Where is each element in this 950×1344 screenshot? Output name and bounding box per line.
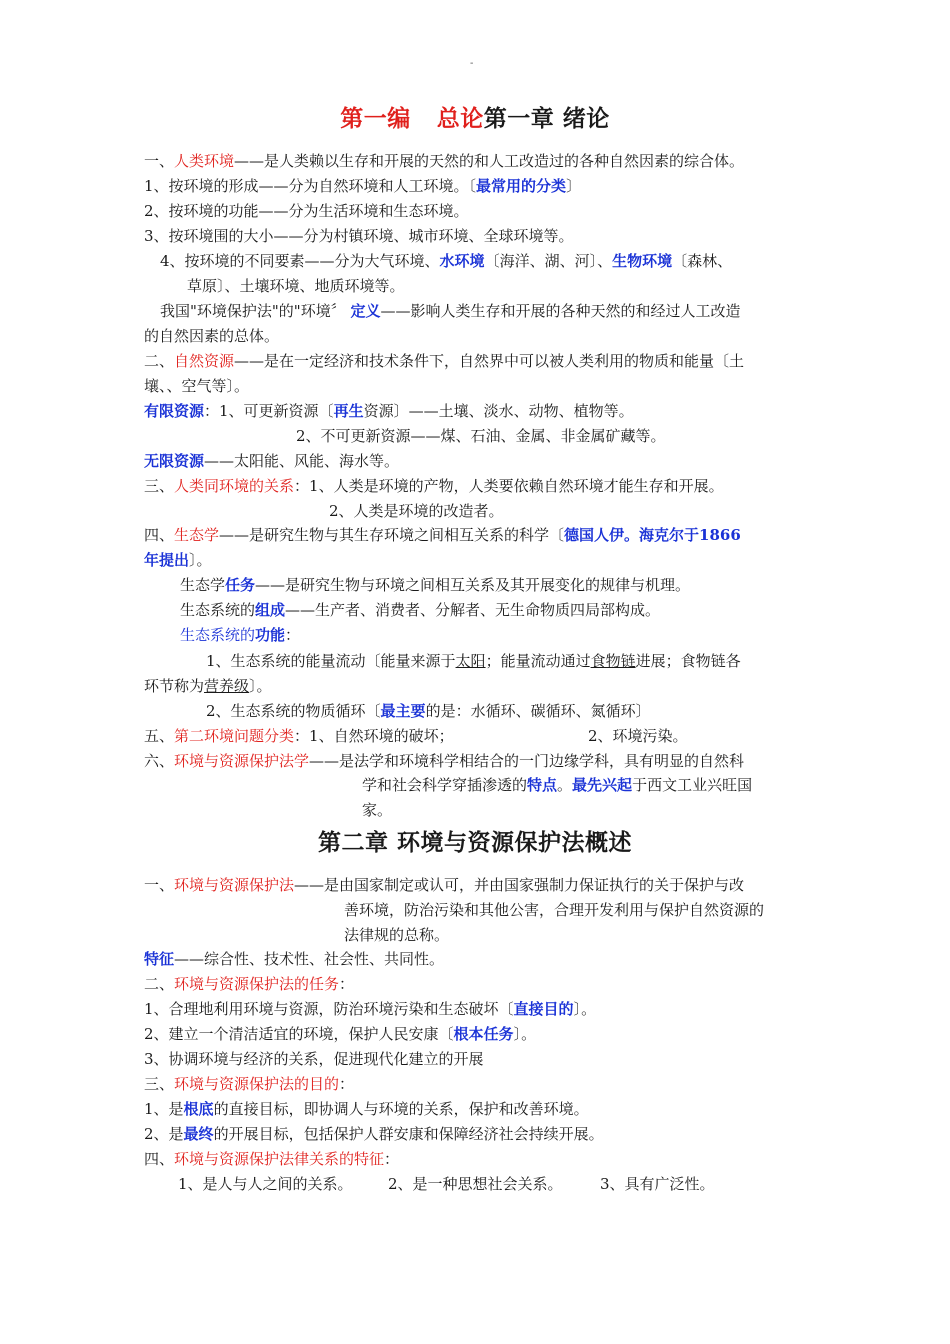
s4-task: 生态学任务——是研究生物与环境之间相互关系及其开展变化的规律与机理。 (180, 576, 691, 594)
s2-definition-cont: 壤、、空气等〕。 (144, 377, 250, 395)
c2s3-item-2: 2、是最终的开展目标，包括保护人群安康和保障经济社会持续开展。 (144, 1125, 604, 1143)
c2s3-heading: 三、环境与资源保护法的目的： (144, 1075, 355, 1093)
c2s1-definition: 一、环境与资源保护法——是由国家制定或认可，并由国家强制力保证执行的关于保护与改 (144, 876, 745, 894)
s1-item-1: 1、按环境的形成——分为自然环境和人工环境。〔最常用的分类〕 (144, 177, 582, 195)
part-subtitle: 总论 (436, 106, 484, 132)
c2s2-heading: 二、环境与资源保护法的任务： (144, 975, 355, 993)
s4-ecology: 四、生态学——是研究生物与其生存环境之间相互关系的科学〔德国人伊。海克尔于1866 (144, 526, 741, 544)
s6-law-science: 六、环境与资源保护法学——是法学和环境科学相结合的一门边缘学科，具有明显的自然科 (144, 752, 745, 770)
c2s2-item-1: 1、合理地利用环境与资源，防治环境污染和生态破坏〔直接目的〕。 (144, 1000, 597, 1018)
s5-classification-2: 2、环境污染。 (588, 727, 688, 745)
c2s3-item-1: 1、是根底的直接目标，即协调人与环境的关系，保护和改善环境。 (144, 1100, 589, 1118)
s1-item-3: 3、按环境围的大小——分为村镇环境、城市环境、全球环境等。 (144, 227, 574, 245)
part-title: 第一编 (340, 106, 411, 132)
s4-function: 生态系统的功能： (180, 626, 301, 644)
chapter-2-heading: 第二章 环境与资源保护法概述 (317, 830, 632, 856)
s3-relation-2: 2、人类是环境的改造者。 (329, 502, 504, 520)
c2s4-item-3: 3、具有广泛性。 (600, 1175, 715, 1193)
s3-relation: 三、人类同环境的关系：1、人类是环境的产物，人类要依赖自然环境才能生存和开展。 (144, 477, 724, 495)
s4-ecology-cont: 年提出〕。 (144, 551, 212, 569)
s1-item-2: 2、按环境的功能——分为生活环境和生态环境。 (144, 202, 469, 220)
chapter-title: 第一章 绪论 (483, 106, 610, 132)
c2s1-features: 特征——综合性、技术性、社会性、共同性。 (144, 950, 445, 968)
s4-function-2: 2、生态系统的物质循环〔最主要的是：水循环、碳循环、氮循环〕 (206, 702, 651, 720)
s6-law-science-cont: 学和社会科学穿插渗透的特点。最先兴起于西文工业兴旺国 (362, 776, 753, 794)
c2s2-item-3: 3、协调环境与经济的关系，促进现代化建立的开展 (144, 1050, 484, 1068)
c2s4-item-1: 1、是人与人之间的关系。 (178, 1175, 353, 1193)
s1-law-definition: 我国"环境保护法"的"环境〞 定义——影响人类生存和开展的各种天然的和经过人工改造 (160, 302, 741, 320)
s4-function-1: 1、生态系统的能量流动〔能量来源于太阳；能量流动通过食物链进展；食物链各 (206, 652, 741, 670)
c2s1-definition-end: 法律规的总称。 (344, 926, 450, 944)
s6-law-science-end: 家。 (362, 801, 393, 819)
s4-function-1-cont: 环节称为营养级〕。 (144, 677, 272, 695)
s1-item-4-cont: 草原〕、土壤环境、地质环境等。 (187, 277, 405, 295)
page-marker: - (470, 58, 474, 69)
c2s4-heading: 四、环境与资源保护法律关系的特征： (144, 1150, 400, 1168)
s4-composition: 生态系统的组成——生产者、消费者、分解者、无生命物质四局部构成。 (180, 601, 661, 619)
c2s2-item-2: 2、建立一个清洁适宜的环境，保护人民安康〔根本任务〕。 (144, 1025, 537, 1043)
s1-item-4: 4、按环境的不同要素——分为大气环境、水环境〔海洋、湖、河〕、生物环境〔森林、 (160, 252, 733, 270)
s1-definition: 一、人类环境——是人类赖以生存和开展的天然的和人工改造过的各种自然因素的综合体。 (144, 152, 745, 170)
s5-classification: 五、第二环境问题分类：1、自然环境的破坏； (144, 727, 454, 745)
s1-law-definition-cont: 的自然因素的总体。 (144, 327, 280, 345)
c2s1-definition-cont: 善环境，防治污染和其他公害，合理开发利用与保护自然资源的 (344, 901, 765, 919)
s2-limited: 有限资源：1、可更新资源〔再生资源〕——土壤、淡水、动物、植物等。 (144, 402, 634, 420)
s2-nonrenewable: 2、不可更新资源——煤、石油、金属、非金属矿藏等。 (296, 427, 666, 445)
chapter-1-heading (0, 100, 950, 133)
c2s4-item-2: 2、是一种思想社会关系。 (388, 1175, 563, 1193)
s2-definition: 二、自然资源——是在一定经济和技术条件下，自然界中可以被人类利用的物质和能量〔土 (144, 352, 745, 370)
s2-unlimited: 无限资源——太阳能、风能、海水等。 (144, 452, 400, 470)
term-human-environment: 人类环境 (174, 152, 235, 170)
